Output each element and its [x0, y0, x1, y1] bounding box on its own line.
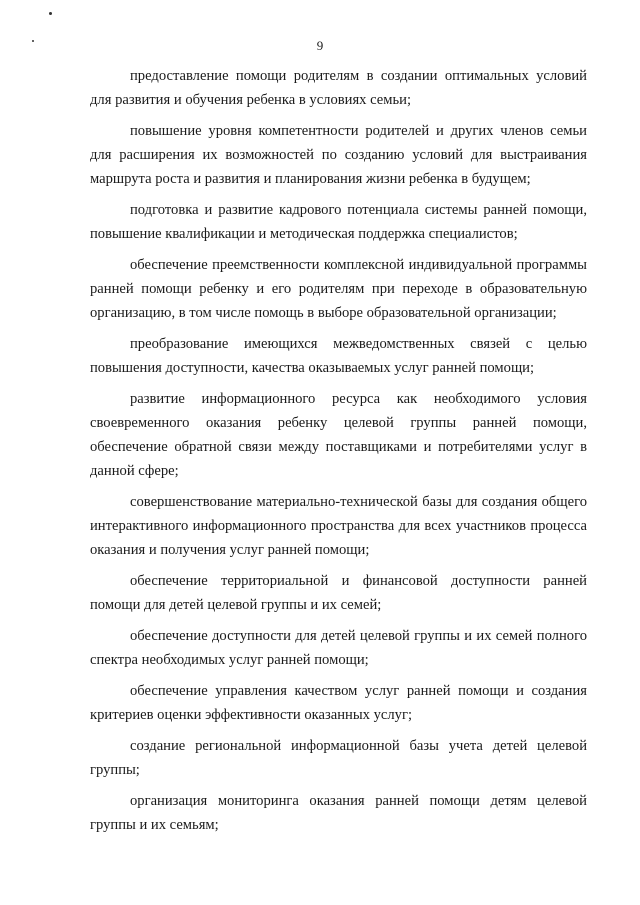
scan-speck	[49, 12, 52, 15]
paragraph: повышение уровня компетентности родителей и других членов семьи для расширения их возможностей по созданию условий для выстраивания маршрута роста и развития и планирования жизни ребенка в будущем;	[90, 123, 587, 187]
paragraph: предоставление помощи родителям в создании оптимальных условий для развития и обучения ребенка в условиях семьи;	[90, 68, 587, 108]
paragraph: обеспечение территориальной и финансовой доступности ранней помощи для детей целевой группы и их семей;	[90, 573, 587, 613]
paragraph: организация мониторинга оказания ранней помощи детям целевой группы и их семьям;	[90, 793, 587, 833]
page-number: 9	[316, 38, 324, 53]
paragraph: преобразование имеющихся межведомственных связей с целью повышения доступности, качества оказываемых услуг ранней помощи;	[90, 336, 587, 376]
paragraph: обеспечение преемственности комплексной индивидуальной программы ранней помощи ребенку и его родителям при переходе в образовательную организацию, в том числе помощь в выборе образовательной организации;	[90, 257, 587, 321]
paragraph: создание региональной информационной базы учета детей целевой группы;	[90, 738, 587, 778]
document-body	[90, 64, 587, 844]
paragraph: совершенствование материально-технической базы для создания общего интерактивного информационного пространства для всех участников процесса оказания и получения услуг ранней помощи;	[90, 494, 587, 558]
paragraph: обеспечение доступности для детей целевой группы и их семей полного спектра необходимых услуг ранней помощи;	[90, 628, 587, 668]
paragraph: подготовка и развитие кадрового потенциала системы ранней помощи, повышение квалификации и методическая поддержка специалистов;	[90, 202, 587, 242]
paragraph: развитие информационного ресурса как необходимого условия своевременного оказания ребенку целевой группы ранней помощи, обеспечение обратной связи между поставщиками и потребителями услуг в данной сфере;	[90, 391, 587, 479]
paragraph: обеспечение управления качеством услуг ранней помощи и создания критериев оценки эффективности оказанных услуг;	[90, 683, 587, 723]
